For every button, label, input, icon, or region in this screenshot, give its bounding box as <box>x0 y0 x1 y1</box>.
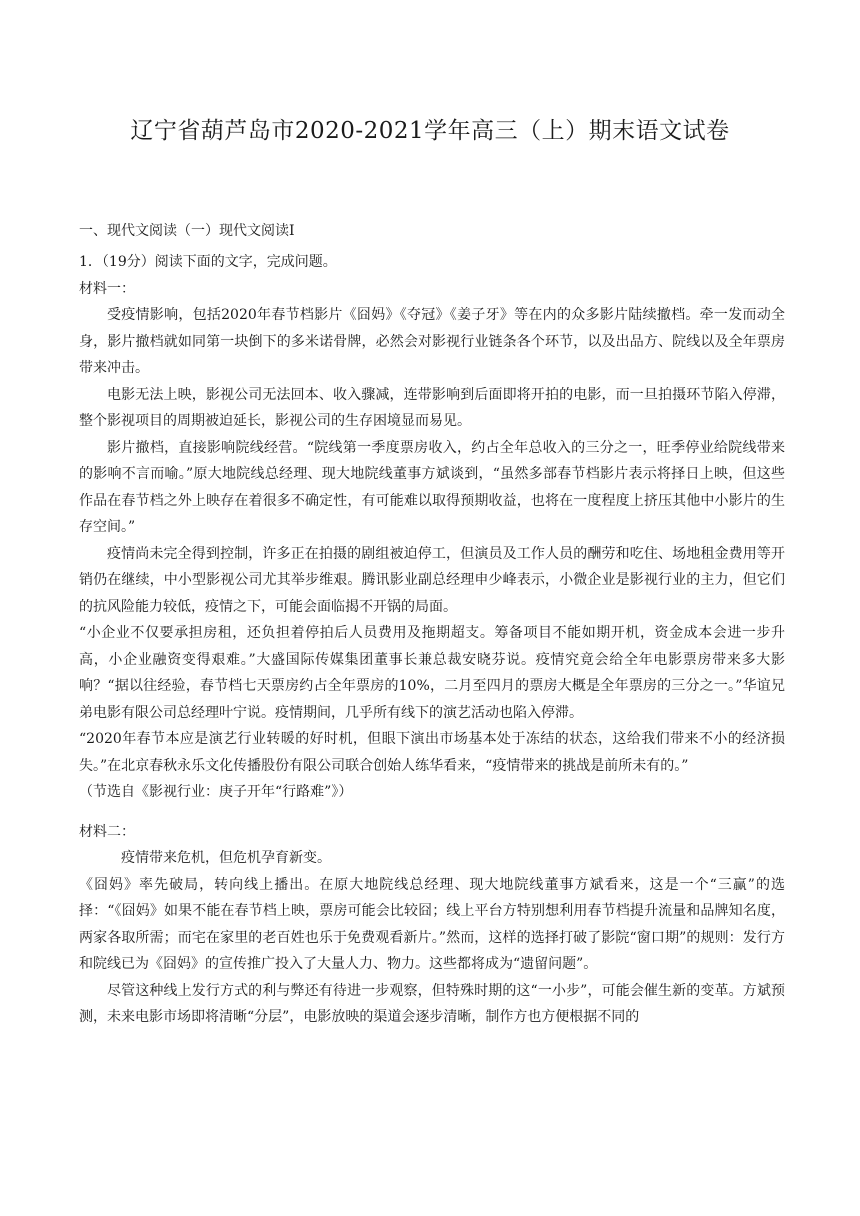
section-heading: 一、现代文阅读（一）现代文阅读Ⅰ <box>79 223 295 239</box>
paragraph: 电影无法上映，影视公司无法回本、收入骤减，连带影响到后面即将开拍的电影，而一旦拍摄环节陷入停滞，整个影视项目的周期被迫延长，影视公司的生存困境显而易见。 <box>79 386 785 429</box>
page-title: 辽宁省葫芦岛市2020-2021学年高三（上）期末语文试卷 <box>130 118 730 144</box>
paragraph: 受疫情影响，包括2020年春节档影片《囧妈》《夺冠》《姜子牙》等在内的众多影片陆续撤档。牵一发而动全身，影片撤档就如同第一块倒下的多米诺骨牌，必然会对影视行业链条各个环节，以及出品方、院线以及全年票房带来冲击。 <box>79 307 785 376</box>
source-note: （节选自《影视行业：庚子开年“行路难”》） <box>79 784 353 800</box>
material-label: 材料二： <box>79 823 135 840</box>
paragraph: 《囧妈》率先破局，转向线上播出。在原大地院线总经理、现大地院线董事方斌看来，这是一个“三赢”的选择：“《囧妈》如果不能在春节档上映，票房可能会比较囧；线上平台方特别想利用春节档提升流量和品牌知名度，两家各取所需；而宅在家里的老百姓也乐于免费观看新片。”然而，这样的选择打破了影院“窗口期”的规则：发行方和院线已为《囧妈》的宣传推广投入了大量人力、物力。这些都将成为“遗留问题”。 <box>79 876 785 972</box>
paragraph: “2020年春节本应是演艺行业转暖的好时机，但眼下演出市场基本处于冻结的状态，这给我们带来不小的经济损失。”在北京春秋永乐文化传播股份有限公司联合创始人练华看来，“疫情带来的挑战是前所未有的。” <box>79 731 785 774</box>
paragraph: 疫情带来危机，但危机孕育新变。 <box>121 850 331 866</box>
passage-body <box>79 236 785 1031</box>
material-label: 材料一： <box>79 280 135 297</box>
paragraph: “小企业不仅要承担房租，还负担着停拍后人员费用及拖期超支。筹备项目不能如期开机，资金成本会进一步升高，小企业融资变得艰难。”大盛国际传媒集团董事长兼总裁安晓芬说。疫情究竟会给全年电影票房带来多大影响？“据以往经验，春节档七天票房约占全年票房的10%，二月至四月的票房大概是全年票房的三分之一。”华谊兄弟电影有限公司总经理叶宁说。疫情期间，几乎所有线下的演艺活动也陷入停滞。 <box>79 625 785 721</box>
paragraph: 疫情尚未完全得到控制，许多正在拍摄的剧组被迫停工，但演员及工作人员的酬劳和吃住、场地租金费用等开销仍在继续，中小型影视公司尤其举步维艰。腾讯影业副总经理申少峰表示，小微企业是影视行业的主力，但它们的抗风险能力较低，疫情之下，可能会面临揭不开锅的局面。 <box>79 545 785 615</box>
question-prompt: 1．（19分）阅读下面的文字，完成问题。 <box>79 254 337 270</box>
paragraph: 尽管这种线上发行方式的利与弊还有待进一步观察，但特殊时期的这“一小步”，可能会催生新的变革。方斌预测，未来电影市场即将清晰“分层”，电影放映的渠道会逐步清晰，制作方也方便根据不同的 <box>79 982 785 1025</box>
paragraph: 影片撤档，直接影响院线经营。“院线第一季度票房收入，约占全年总收入的三分之一，旺季停业给院线带来的影响不言而喻。”原大地院线总经理、现大地院线董事方斌谈到，“虽然多部春节档影片表示将择日上映，但这些作品在春节档之外上映存在着很多不确定性，有可能难以取得预期收益，也将在一度程度上挤压其他中小影片的生存空间。” <box>79 439 785 535</box>
